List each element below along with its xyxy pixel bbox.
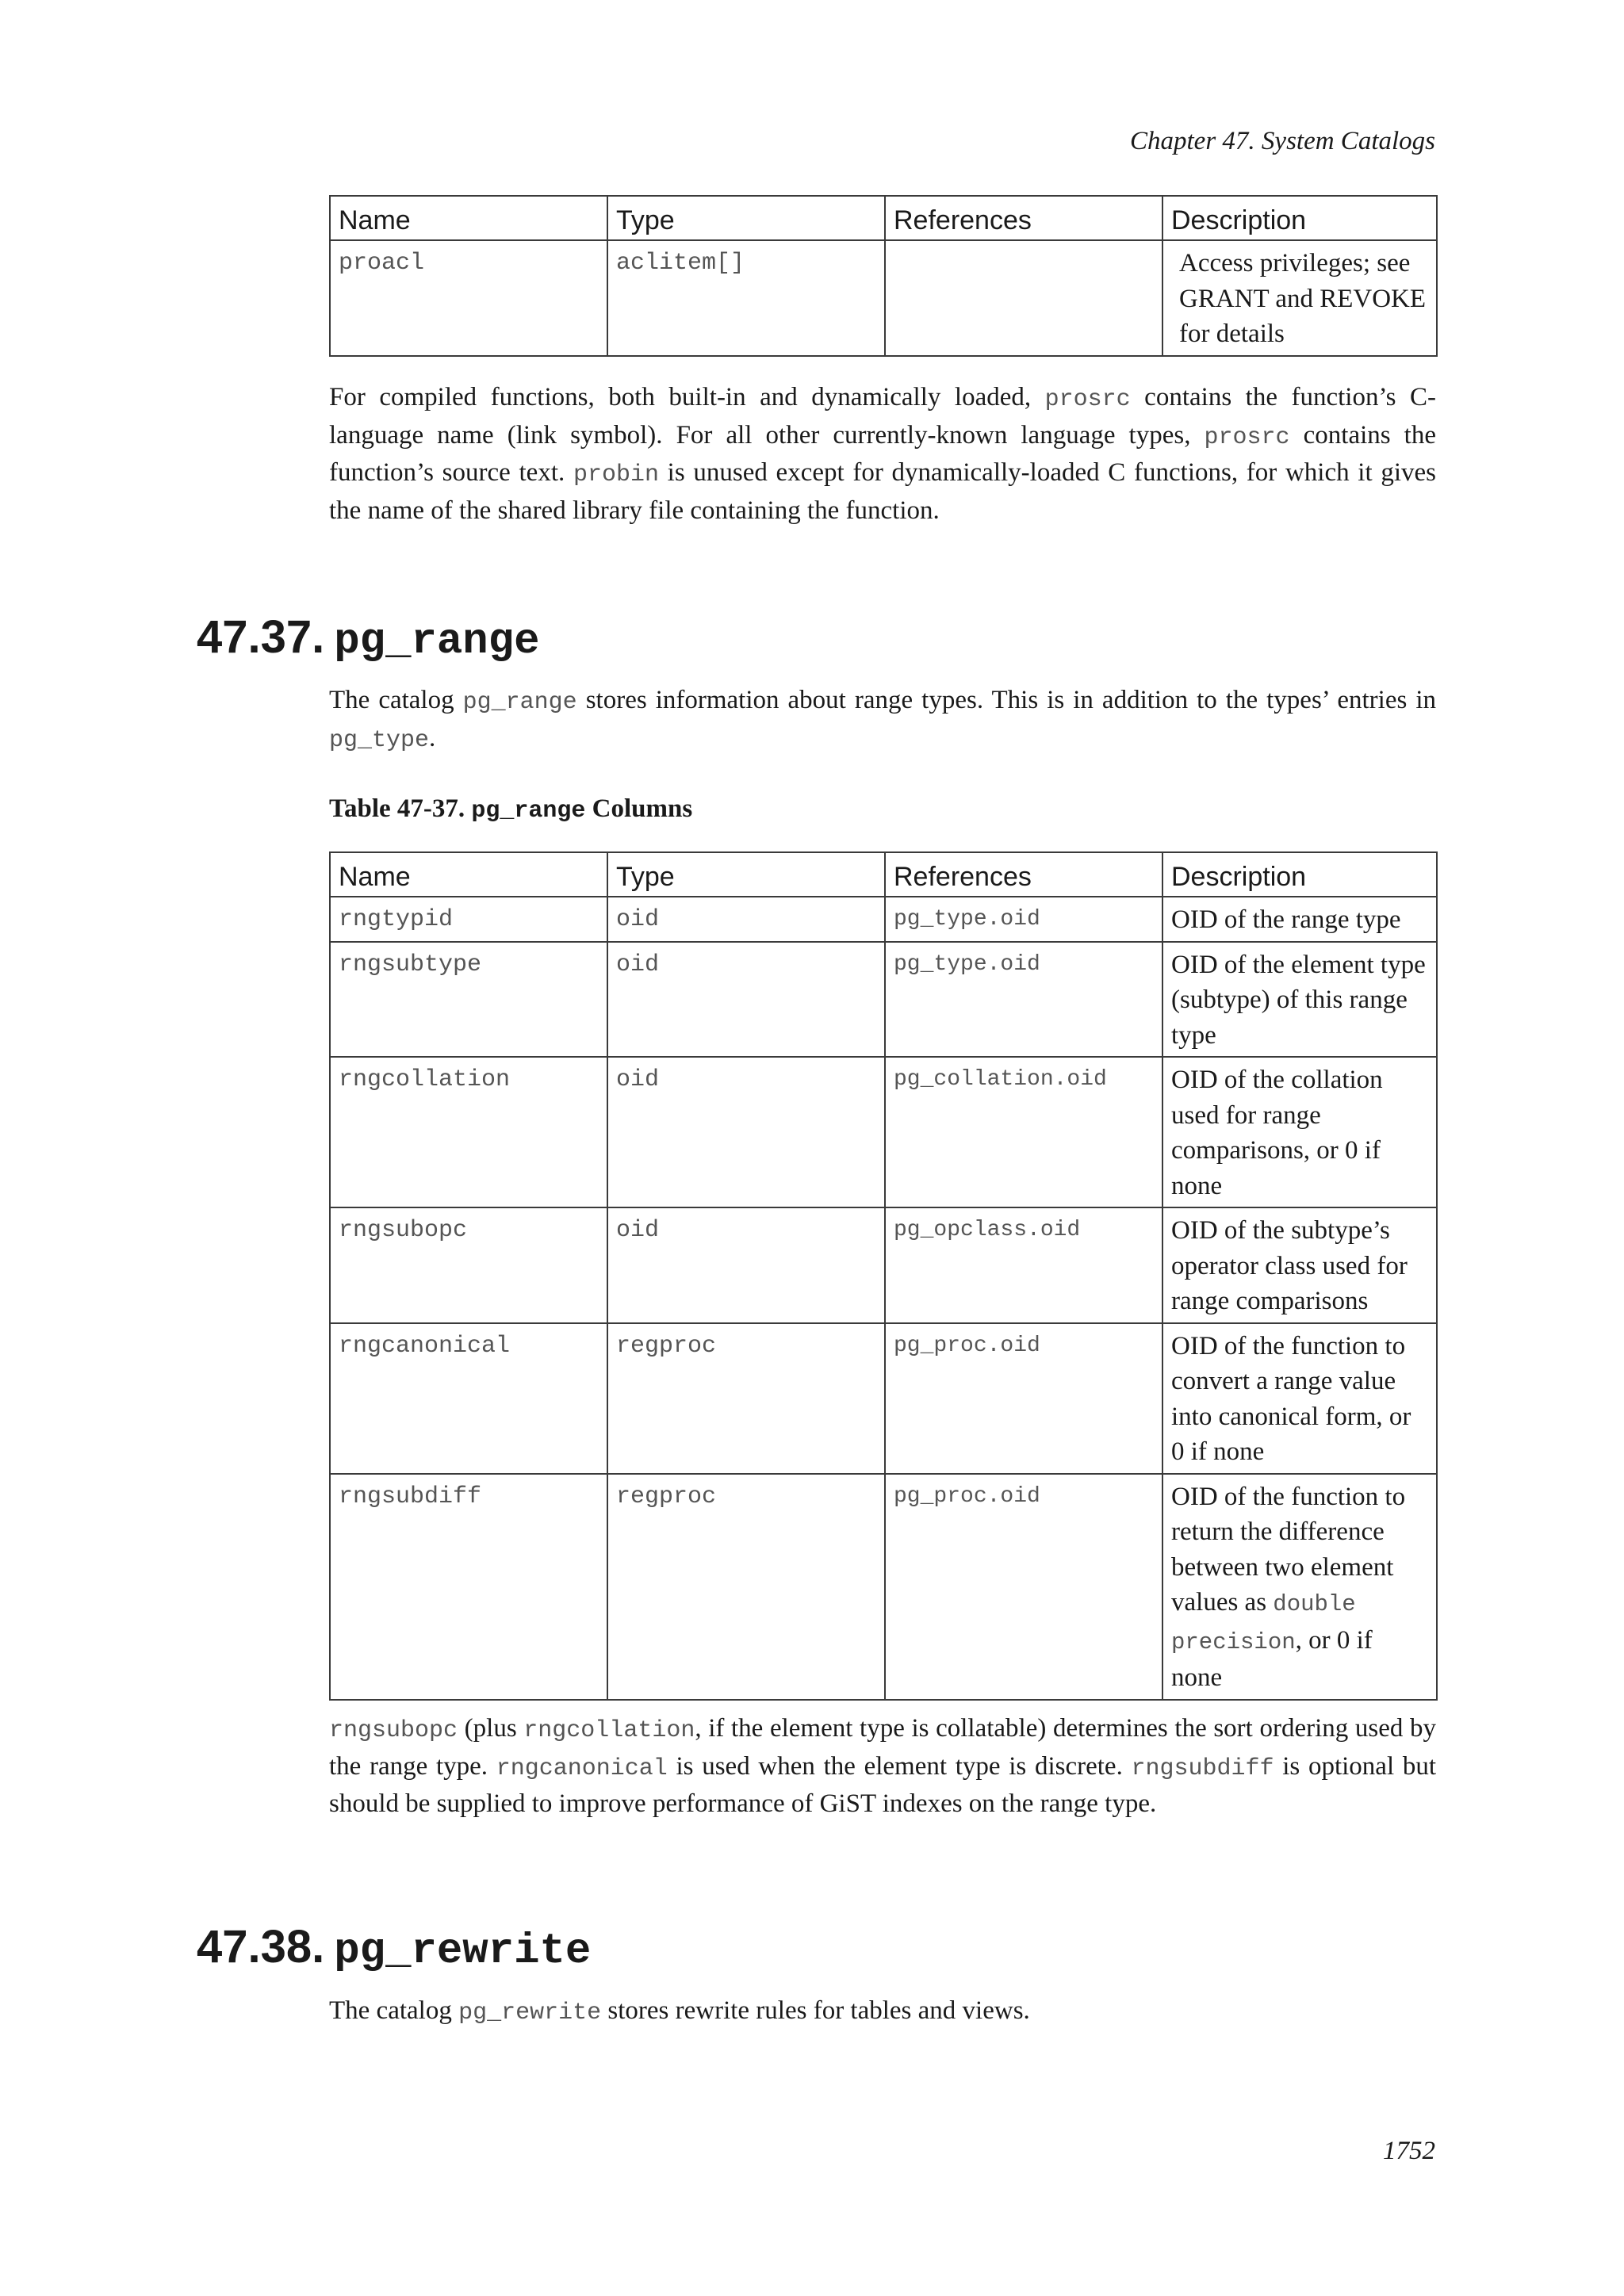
paragraph-compiled-functions: [329, 380, 1436, 528]
table-pg-proc-continued: [329, 195, 1438, 357]
column-header-name: Name: [330, 196, 607, 240]
code-pg-type: pg_type: [329, 726, 430, 754]
text: is used when the element type is discrete.: [667, 1751, 1132, 1781]
cell-type: regproc: [607, 1323, 885, 1474]
code-pg-rewrite: pg_rewrite: [458, 1999, 602, 2026]
cell-references: pg_proc.oid: [885, 1323, 1162, 1474]
table-row: [330, 240, 1437, 356]
paragraph-pg-range-notes: [329, 1711, 1436, 1822]
text: The catalog: [329, 686, 463, 714]
paragraph-pg-rewrite-intro: [329, 1993, 1436, 2031]
cell-name: rngsubtype: [330, 942, 607, 1058]
cell-description: Access privileges; see GRANT and REVOKE for details: [1162, 240, 1437, 356]
code-pg-range: pg_range: [462, 689, 577, 716]
table-row: [330, 1323, 1437, 1474]
text: , or 0 if none: [1171, 1625, 1373, 1692]
table-row: [330, 1057, 1437, 1207]
table-row: [330, 897, 1437, 942]
code-rngcanonical: rngcanonical: [496, 1755, 668, 1782]
section-name: pg_range: [334, 618, 540, 666]
cell-name: proacl: [330, 240, 607, 356]
cell-references: pg_type.oid: [885, 942, 1162, 1058]
paragraph-pg-range-intro: [329, 683, 1436, 758]
caption-name: pg_range: [471, 798, 586, 825]
caption-suffix: Columns: [585, 794, 693, 823]
cell-references: [885, 240, 1162, 356]
text: stores information about range types. This is in addition to the types’ entries in: [576, 686, 1436, 714]
column-header-description: Description: [1162, 196, 1437, 240]
section-number: 47.37.: [197, 611, 325, 663]
text: is unused except for dynamically-loaded C functions, for which it gives the name of the shared library file containing the function.: [329, 458, 1436, 525]
cell-description: OID of the function to convert a range value into canonical form, or 0 if none: [1162, 1323, 1437, 1474]
cell-type: oid: [607, 1057, 885, 1207]
text: .: [429, 723, 436, 752]
text: For compiled functions, both built-in and dynamically loaded,: [329, 383, 1045, 411]
code-prosrc: prosrc: [1204, 423, 1290, 451]
page-number: 1752: [1383, 2137, 1435, 2165]
cell-type: oid: [607, 1207, 885, 1323]
code-rngsubopc: rngsubopc: [329, 1717, 458, 1744]
table-row: [330, 1474, 1437, 1700]
cell-description: OID of the collation used for range comparisons, or 0 if none: [1162, 1057, 1437, 1207]
table-pg-range-columns: [329, 851, 1438, 1701]
table-row: [330, 1207, 1437, 1323]
section-number: 47.38.: [197, 1921, 325, 1973]
table-caption: [329, 794, 692, 825]
cell-name: rngsubopc: [330, 1207, 607, 1323]
code-probin: probin: [573, 461, 659, 488]
code-double-precision: double precision: [1171, 1591, 1356, 1655]
section-heading-pg-range: [197, 610, 540, 666]
section-name: pg_rewrite: [334, 1927, 592, 1976]
cell-references: pg_collation.oid: [885, 1057, 1162, 1207]
cell-description: OID of the subtype’s operator class used for range comparisons: [1162, 1207, 1437, 1323]
cell-type: aclitem[]: [607, 240, 885, 356]
cell-references: pg_type.oid: [885, 897, 1162, 942]
text: is optional but should be supplied to improve performance of GiST indexes on the range type.: [329, 1751, 1436, 1818]
cell-name: rngsubdiff: [330, 1474, 607, 1700]
text: (plus: [458, 1714, 524, 1743]
text: contains the function’s C-language name (link symbol). For all other currently-known language types,: [329, 383, 1437, 450]
cell-references: pg_proc.oid: [885, 1474, 1162, 1700]
column-header-references: References: [885, 852, 1162, 897]
cell-description: OID of the range type: [1162, 897, 1437, 942]
cell-name: rngcanonical: [330, 1323, 607, 1474]
code-rngcollation: rngcollation: [523, 1717, 695, 1744]
table-header-row: [330, 196, 1437, 240]
column-header-references: References: [885, 196, 1162, 240]
code-rngsubdiff: rngsubdiff: [1131, 1755, 1274, 1782]
caption-label: Table 47-37.: [329, 794, 472, 823]
running-header: Chapter 47. System Catalogs: [1130, 127, 1435, 155]
text: contains the function’s source text.: [329, 420, 1436, 487]
column-header-description: Description: [1162, 852, 1437, 897]
section-heading-pg-rewrite: [197, 1920, 591, 1976]
column-header-type: Type: [607, 852, 885, 897]
cell-references: pg_opclass.oid: [885, 1207, 1162, 1323]
text: stores rewrite rules for tables and views.: [601, 1996, 1030, 2025]
table-header-row: [330, 852, 1437, 897]
table-row: [330, 942, 1437, 1058]
cell-description: OID of the element type (subtype) of this range type: [1162, 942, 1437, 1058]
cell-type: oid: [607, 897, 885, 942]
text: , if the element type is collatable) determines the sort ordering used by the range type.: [329, 1714, 1437, 1781]
cell-type: regproc: [607, 1474, 885, 1700]
cell-name: rngtypid: [330, 897, 607, 942]
text: The catalog: [329, 1996, 459, 2025]
cell-name: rngcollation: [330, 1057, 607, 1207]
cell-type: oid: [607, 942, 885, 1058]
column-header-type: Type: [607, 196, 885, 240]
text: OID of the function to return the difference between two element values as: [1171, 1482, 1406, 1617]
code-prosrc: prosrc: [1044, 386, 1131, 413]
column-header-name: Name: [330, 852, 607, 897]
cell-description: [1162, 1474, 1437, 1700]
